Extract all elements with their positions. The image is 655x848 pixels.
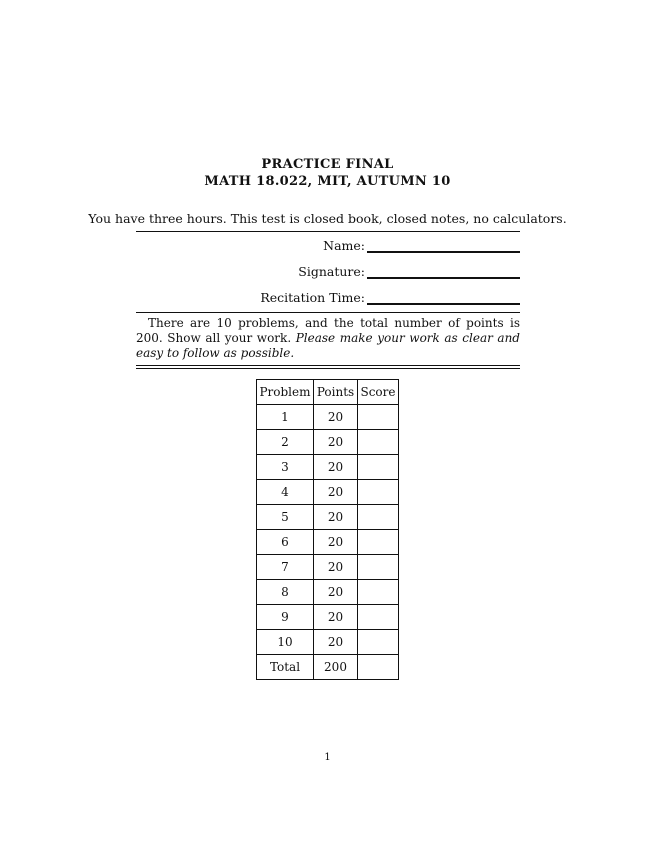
score-cell[interactable] (358, 605, 399, 630)
score-cell[interactable] (358, 555, 399, 580)
problem-cell: 4 (257, 480, 314, 505)
table-row (257, 455, 399, 480)
points-cell: 20 (314, 630, 358, 655)
score-cell[interactable] (358, 530, 399, 555)
problem-cell: 8 (257, 580, 314, 605)
score-cell[interactable] (358, 405, 399, 430)
problem-cell: 2 (257, 430, 314, 455)
table-row (257, 405, 399, 430)
table-row (257, 605, 399, 630)
points-cell: 20 (314, 455, 358, 480)
recitation-time-blank-line[interactable] (367, 303, 520, 305)
score-cell[interactable] (358, 455, 399, 480)
problem-cell: 1 (257, 405, 314, 430)
name-label: Name: (323, 238, 365, 253)
table-row (257, 555, 399, 580)
points-cell: 20 (314, 405, 358, 430)
points-cell: 20 (314, 555, 358, 580)
header-score: Score (358, 380, 399, 405)
score-cell[interactable] (358, 580, 399, 605)
points-cell: 20 (314, 530, 358, 555)
instructions-paragraph (136, 316, 520, 361)
score-table (256, 379, 399, 680)
score-cell[interactable] (358, 630, 399, 655)
table-row (257, 505, 399, 530)
points-cell: 20 (314, 480, 358, 505)
signature-label: Signature: (298, 264, 365, 279)
score-cell[interactable] (358, 505, 399, 530)
total-score-cell[interactable] (358, 655, 399, 680)
signature-field[interactable] (136, 264, 520, 282)
instructions-emphasis: Please make your work as clear and easy to follow as possible. (136, 331, 520, 360)
table-row (257, 580, 399, 605)
exam-title: PRACTICE FINAL (261, 157, 394, 172)
divider-middle (136, 312, 520, 313)
points-cell: 20 (314, 580, 358, 605)
points-cell: 20 (314, 430, 358, 455)
page-number: 1 (324, 752, 331, 763)
table-row (257, 480, 399, 505)
divider-top (136, 231, 520, 232)
score-cell[interactable] (358, 430, 399, 455)
recitation-time-label: Recitation Time: (260, 290, 365, 305)
problem-cell: 7 (257, 555, 314, 580)
total-row (257, 655, 399, 680)
table-row (257, 430, 399, 455)
signature-blank-line[interactable] (367, 277, 520, 279)
points-cell: 20 (314, 605, 358, 630)
problem-cell: 9 (257, 605, 314, 630)
divider-double-lower (136, 368, 520, 369)
header-problem: Problem (257, 380, 314, 405)
problem-cell: 6 (257, 530, 314, 555)
points-cell: 20 (314, 505, 358, 530)
problem-cell: 5 (257, 505, 314, 530)
divider-double-upper (136, 365, 520, 366)
problem-cell: 3 (257, 455, 314, 480)
score-cell[interactable] (358, 480, 399, 505)
score-table-header-row (257, 380, 399, 405)
table-row (257, 530, 399, 555)
problem-cell: 10 (257, 630, 314, 655)
name-blank-line[interactable] (367, 251, 520, 253)
header-points: Points (314, 380, 358, 405)
course-subtitle: MATH 18.022, MIT, AUTUMN 10 (204, 174, 451, 189)
table-row (257, 630, 399, 655)
recitation-time-field[interactable] (136, 290, 520, 308)
total-label-cell: Total (257, 655, 314, 680)
intro-text: You have three hours. This test is closed book, closed notes, no calculators. (88, 211, 567, 226)
name-field[interactable] (136, 238, 520, 256)
total-points-cell: 200 (314, 655, 358, 680)
instructions-text: There are 10 problems, and the total number of points is 200. Show all your work. (136, 316, 520, 345)
